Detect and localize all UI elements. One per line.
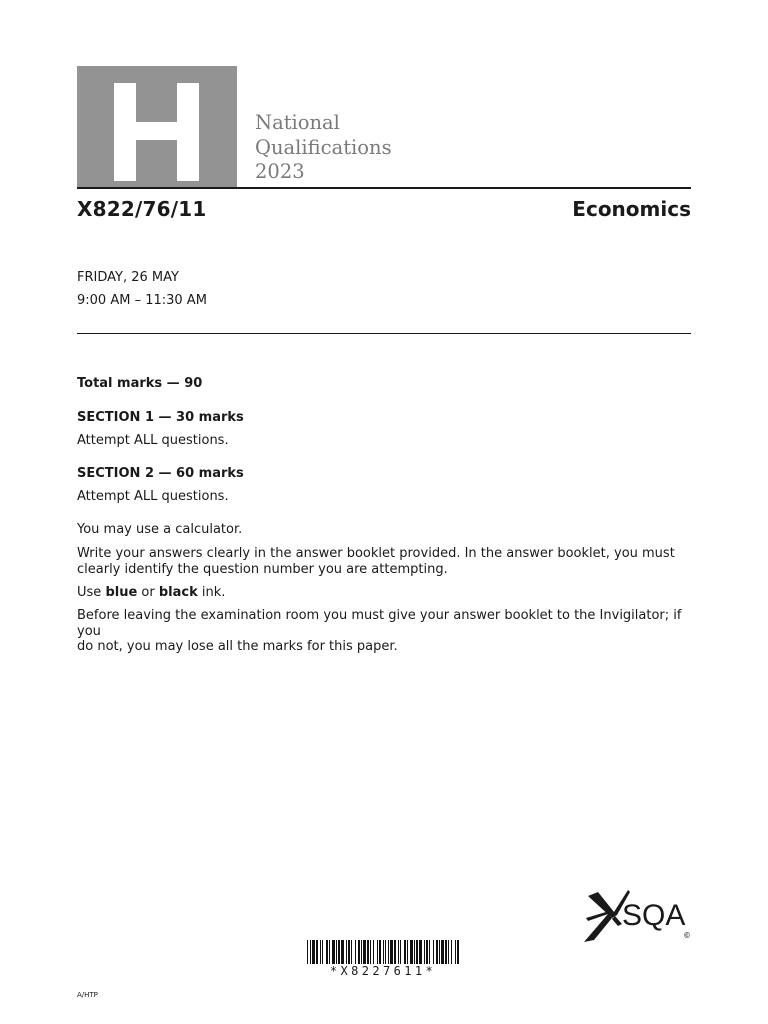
section2-heading: SECTION 2 — 60 marks (77, 466, 244, 481)
barcode (307, 940, 459, 964)
barcode-bar (373, 940, 374, 964)
ink-instruction (77, 585, 697, 601)
barcode-bar (332, 940, 335, 964)
barcode-bar (419, 940, 422, 964)
ink-prefix: Use (77, 585, 102, 600)
barcode-bar (358, 940, 360, 964)
section1-heading: SECTION 1 — 30 marks (77, 410, 244, 425)
barcode-bar (388, 940, 389, 964)
barcode-bar (390, 940, 393, 964)
barcode-bar (451, 940, 452, 964)
qualification-line: National (255, 111, 340, 134)
ink-black: black (158, 585, 198, 600)
barcode-bar (429, 940, 430, 964)
barcode-bar (363, 940, 366, 964)
calculator-note: You may use a calculator. (77, 522, 243, 537)
barcode-bar (404, 940, 406, 964)
exam-time: 9:00 AM – 11:30 AM (77, 293, 207, 308)
leaving-instruction-line: Before leaving the examination room you must give your answer booklet to the Invigilator; if you (77, 608, 682, 639)
qualification-title (255, 111, 392, 185)
barcode-bar (316, 940, 318, 964)
qualification-line: Qualifications (255, 135, 392, 159)
header-rule (77, 187, 691, 189)
barcode-bar (361, 940, 362, 964)
barcode-bar (385, 940, 386, 964)
barcode-bar (383, 940, 384, 964)
barcode-bar (355, 940, 356, 964)
ink-suffix: ink. (201, 585, 226, 600)
barcode-bar (439, 940, 440, 964)
barcode-bar (338, 940, 340, 964)
barcode-bar (379, 940, 381, 964)
barcode-bar (351, 940, 352, 964)
barcode-bar (329, 940, 330, 964)
qualification-year: 2023 (255, 160, 305, 183)
barcode-bar (400, 940, 401, 964)
barcode-bar (433, 940, 434, 964)
barcode-bar (426, 940, 428, 964)
barcode-bar (336, 940, 337, 964)
copyright-mark: © (684, 931, 690, 940)
ink-or: or (141, 585, 155, 600)
section1-instruction: Attempt ALL questions. (77, 433, 229, 448)
answer-instruction (77, 546, 697, 577)
barcode-bar (310, 940, 311, 964)
barcode-bar (407, 940, 408, 964)
barcode-bar (416, 940, 418, 964)
barcode-bar (448, 940, 449, 964)
footer-code: A/HTP (77, 991, 98, 999)
barcode-bar (312, 940, 315, 964)
level-block (77, 66, 237, 187)
barcode-bar (457, 940, 459, 964)
barcode-bar (370, 940, 371, 964)
barcode-bar (441, 940, 444, 964)
barcode-bar (307, 940, 308, 964)
barcode-bar (367, 940, 369, 964)
barcode-bar (436, 940, 438, 964)
barcode-bar (377, 940, 378, 964)
level-letter-h (77, 66, 237, 187)
barcode-bar (322, 940, 323, 964)
section2-instruction: Attempt ALL questions. (77, 489, 229, 504)
answer-instruction-line: clearly identify the question number you are attempting. (77, 561, 448, 577)
exam-date: FRIDAY, 26 MAY (77, 270, 179, 285)
leaving-instruction-line: do not, you may lose all the marks for this paper. (77, 639, 398, 654)
ink-blue: blue (105, 585, 138, 600)
total-marks: Total marks — 90 (77, 376, 203, 391)
leaving-instruction (77, 608, 697, 655)
barcode-bar (320, 940, 321, 964)
barcode-text: *X8227611* (329, 964, 437, 978)
barcode-bar (398, 940, 399, 964)
sqa-logo (582, 888, 692, 944)
barcode-bar (394, 940, 396, 964)
answer-instruction-line: Write your answers clearly in the answer booklet provided. In the answer booklet, you must (77, 546, 675, 561)
barcode-bar (455, 940, 456, 964)
barcode-bar (424, 940, 425, 964)
barcode-bar (348, 940, 350, 964)
barcode-bar (410, 940, 413, 964)
barcode-bar (326, 940, 328, 964)
barcode-bar (445, 940, 447, 964)
section-divider (77, 333, 691, 334)
paper-code: X822/76/11 (77, 197, 207, 221)
subject-title: Economics (572, 197, 691, 221)
barcode-bar (346, 940, 347, 964)
barcode-bar (414, 940, 415, 964)
barcode-bar (341, 940, 344, 964)
sqa-logo-text: SQA (622, 899, 686, 932)
